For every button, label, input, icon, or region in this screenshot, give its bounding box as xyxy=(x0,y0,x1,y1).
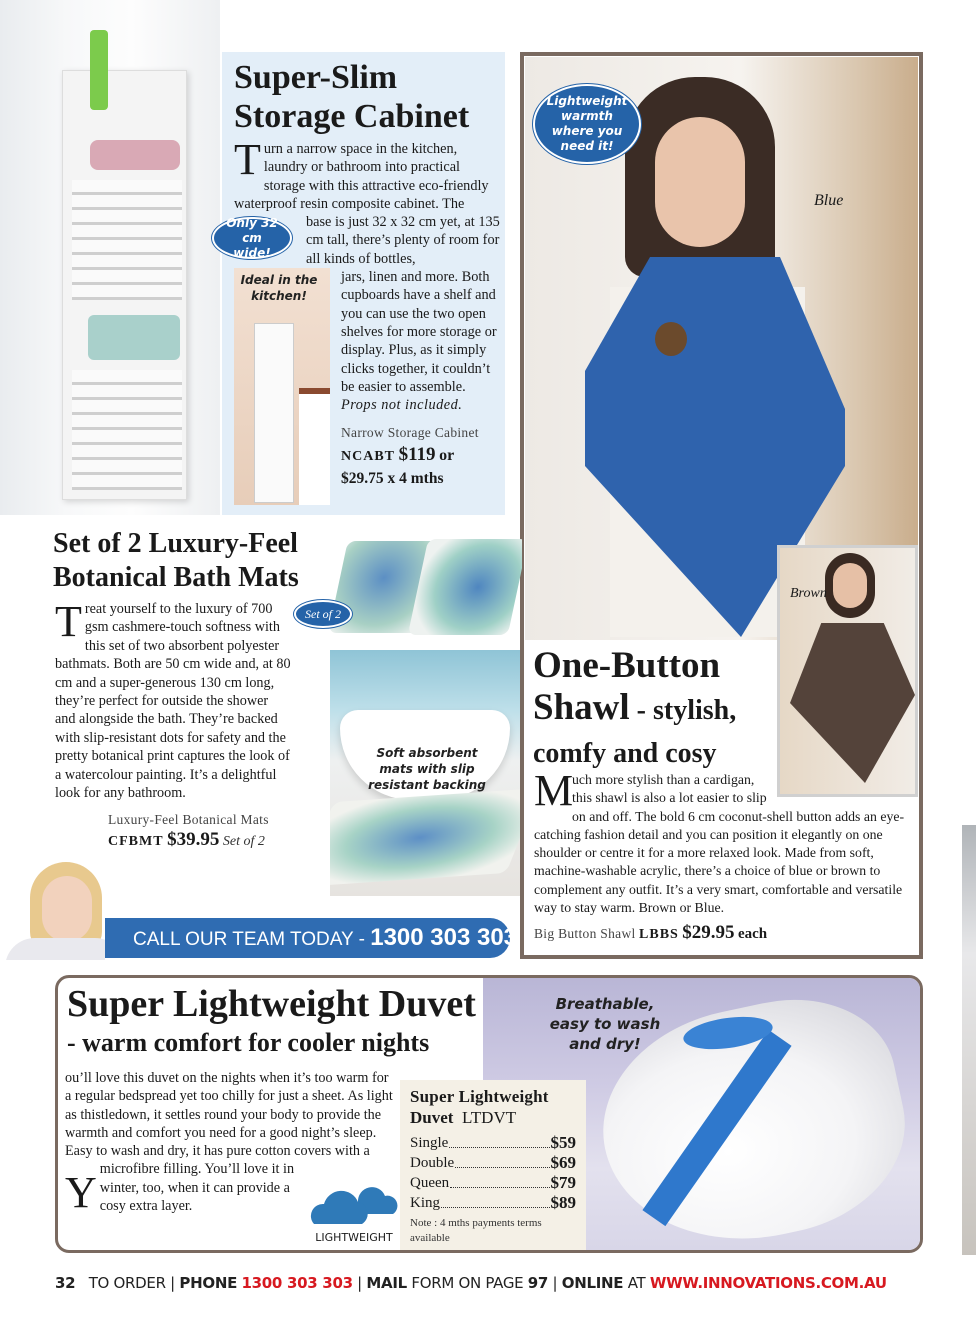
leader-dots xyxy=(450,1173,549,1188)
duvet-title: Super Lightweight Duvet xyxy=(67,983,476,1025)
size-label: Double xyxy=(410,1155,455,1171)
online-at: AT xyxy=(627,1274,646,1292)
shawl-title-line1: One-Button xyxy=(533,645,721,686)
price-box-name: Super Lightweight xyxy=(410,1087,549,1106)
cloud-icon xyxy=(310,1178,398,1224)
duvet-price-box xyxy=(400,1080,586,1250)
duvet-code: LTDVT xyxy=(461,1108,517,1127)
bathmats-body: reat yourself to the luxury of 700 gsm cashmere-touch softness with this set of two absorbent polyester bathmats. Both are 50 cm wide and, at 80 cm and a super-generous 130 cm long, they’re perfect for outside the shower and alongside the bath. They’re backed with slip-resistant dots for safety and the pretty botanical print captures the look of a watercolour painting. It’s a delightful look for any bathroom. xyxy=(55,601,291,802)
call-bar-text: CALL OUR TEAM TODAY - xyxy=(133,929,371,950)
lightweight-label: LIGHTWEIGHT xyxy=(315,1231,393,1244)
shawl-body: uch more stylish than a cardigan, this shawl is also a lot easier to slip on and off. The bold 6 cm coconut-shell button adds an eye-catching fashion detail and you can position it elegantly on one shoulder or centre it for a more relaxed look. Made from soft, machine-washable acrylic, there’s a choice of blue or brown to complement any outfit. It’s a very smart, comfortable and versatile way to stay warm. Brown or Blue. xyxy=(534,772,905,916)
size-label: Queen xyxy=(410,1175,450,1191)
size-label: Single xyxy=(410,1135,449,1151)
bathmats-folded-photo xyxy=(330,533,522,641)
leader-dots xyxy=(449,1133,549,1148)
call-bar-phone[interactable]: 1300 303 303 xyxy=(370,924,518,951)
bathmats-code: CFBMT xyxy=(108,834,164,850)
mail-text: FORM ON PAGE xyxy=(411,1274,524,1292)
call-agent-photo xyxy=(0,858,105,960)
cabinet-body-2: base is just 32 x 32 cm yet, at 135 cm tall, there’s plenty of room for all kinds of bottles, xyxy=(306,214,500,267)
props-note: Props not included. xyxy=(341,397,463,414)
shawl-bubble: Lightweight warmth where you need it! xyxy=(533,84,641,164)
size-price-row xyxy=(410,1153,576,1173)
leader-dots xyxy=(441,1193,550,1208)
blue-label: Blue xyxy=(814,192,844,209)
drop-cap: T xyxy=(234,135,261,184)
bathmats-product-name: Luxury-Feel Botanical Mats xyxy=(108,812,269,828)
size-price-row xyxy=(410,1173,576,1193)
cabinet-body-3: jars, linen and more. Both cupboards have a shelf and you can use the two open shelves for more storage or display. Plus, as it simply clicks together, it couldn’t be easier to assemble. xyxy=(341,269,497,395)
cabinet-title-line1: Super-Slim xyxy=(234,59,398,96)
each-text: each xyxy=(737,926,768,943)
shawl-brown-photo xyxy=(777,545,918,797)
shawl-title-sub: - stylish, xyxy=(629,695,737,726)
bathmats-caption: Soft absorbent mats with slip resistant backing xyxy=(368,746,486,792)
cabinet-body-1: urn a narrow space in the kitchen, laundry or bathroom into practical storage with this attractive eco-friendly waterproof resin composite cabinet. The xyxy=(234,141,489,212)
photo-spacer xyxy=(772,771,918,801)
drop-cap: Y xyxy=(65,1168,97,1217)
cabinet-price: $119 xyxy=(398,444,436,466)
call-bar[interactable] xyxy=(105,918,518,958)
price-note: Note : 4 mths payments terms available xyxy=(410,1217,542,1244)
shawl-product-name: Big Button Shawl xyxy=(534,926,636,942)
cabinet-photo xyxy=(0,0,220,515)
cabinet-installment: $29.75 x 4 mths xyxy=(341,470,444,488)
kitchen-caption: Ideal in the kitchen! xyxy=(240,273,318,303)
size-label: King xyxy=(410,1195,440,1211)
bathmats-bubble: Set of 2 xyxy=(294,600,352,628)
online-label: ONLINE xyxy=(561,1274,624,1292)
phone-label: PHONE xyxy=(179,1274,238,1292)
mail-label: MAIL xyxy=(366,1274,407,1292)
shawl-title-line3: comfy and cosy xyxy=(533,738,717,769)
edge-photo xyxy=(962,825,976,1255)
duvet-subtitle: - warm comfort for cooler nights xyxy=(67,1028,430,1057)
bathmats-title-line1: Set of 2 Luxury-Feel xyxy=(53,528,298,559)
size-price: $79 xyxy=(550,1173,576,1192)
cabinet-title-line2: Storage Cabinet xyxy=(234,98,470,135)
shawl-code: LBBS xyxy=(639,927,679,943)
size-price: $69 xyxy=(550,1153,576,1172)
cabinet-bubble: Only 32 cm wide! xyxy=(212,217,292,259)
mail-page: 97 xyxy=(527,1274,549,1292)
shawl-price: $29.95 xyxy=(682,922,735,944)
footer-phone[interactable]: 1300 303 303 xyxy=(241,1274,353,1292)
duvet-callout: Breathable, easy to wash and dry! xyxy=(549,995,661,1053)
cabinet-product-name: Narrow Storage Cabinet xyxy=(341,425,479,441)
cabinet-code: NCABT xyxy=(341,449,396,465)
drop-cap: M xyxy=(534,766,574,815)
lightweight-badge xyxy=(310,1178,398,1244)
leader-dots xyxy=(455,1153,549,1168)
to-order: TO ORDER xyxy=(88,1274,166,1292)
footer-url[interactable]: WWW.INNOVATIONS.COM.AU xyxy=(649,1274,887,1292)
shawl-title-main: Shawl xyxy=(533,687,630,728)
size-price-row xyxy=(410,1193,576,1213)
or-text: or xyxy=(439,447,455,465)
drop-cap: T xyxy=(55,597,82,646)
size-price-row xyxy=(410,1133,576,1153)
bathmats-price: $39.95 xyxy=(167,829,220,851)
brown-label: Brown xyxy=(790,586,827,601)
footer: 32 TO ORDER | PHONE 1300 303 303 | MAIL FORM ON PAGE 97 | ONLINE AT WWW.INNOVATIONS.COM.AU xyxy=(55,1274,887,1292)
bathmats-set-note: Set of 2 xyxy=(222,834,265,850)
size-price: $89 xyxy=(550,1193,576,1212)
page-number: 32 xyxy=(55,1274,76,1292)
duvet-body: ou’ll love this duvet on the nights when it’s too warm for a regular bedspread yet too chilly for just a sheet. As light as thistledown, it settles round your body to provide the warmth and comfort you need for a good night’s sleep. Easy to wash and dry, it has pure cotton covers with a microfibre filling. You’ll love it in winter, too, when it can provide a cosy extra layer. xyxy=(65,1070,393,1215)
size-price: $59 xyxy=(550,1133,576,1152)
bathmats-title-line2: Botanical Bath Mats xyxy=(53,562,299,593)
price-box-name-2: Duvet xyxy=(410,1108,454,1127)
